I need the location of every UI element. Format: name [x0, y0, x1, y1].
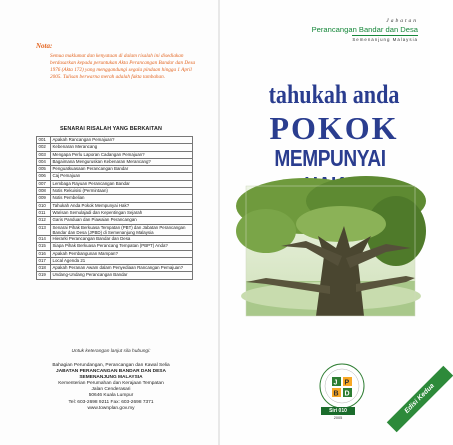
table-row: [37, 265, 193, 272]
row-number: 012: [37, 217, 51, 224]
table-row: [37, 180, 193, 187]
row-title: Siapa Pihak Berkuasa Perancang Tempatan (PBPT) Anda?: [51, 243, 193, 250]
table-row: [37, 144, 193, 151]
emblem-letter-2: P: [344, 379, 350, 387]
row-title: Mengapa Perlu Laporan Cadangan Pemajuan?: [51, 151, 193, 158]
row-title: Bagaimana Menguruskan Kebenaran Merancang?: [51, 158, 193, 165]
table-row: [37, 202, 193, 209]
emblem-letter-3: B: [333, 390, 339, 398]
brand-line-jabatan: Jabatan: [386, 18, 418, 24]
row-title: Apakah Pembangunan Mampan?: [51, 250, 193, 257]
row-title: Undang-Undang Perancangan Bandar: [51, 272, 193, 279]
brand-line-name: Perancangan Bandar dan Desa: [311, 25, 418, 34]
tree-photo: [246, 186, 415, 316]
row-number: 001: [37, 137, 51, 144]
row-title: Garis Panduan dan Piawaian Perancangan: [51, 217, 193, 224]
row-number: 018: [37, 265, 51, 272]
row-number: 019: [37, 272, 51, 279]
table-row: [37, 151, 193, 158]
row-title: Notis Pembelian: [51, 195, 193, 202]
table-row: [37, 188, 193, 195]
row-number: 010: [37, 202, 51, 209]
tree-illustration: [246, 186, 415, 316]
row-number: 015: [37, 243, 51, 250]
row-number: 013: [37, 224, 51, 235]
row-title: Hierarki Perancangan Bandar dan Desa: [51, 235, 193, 242]
related-list-table: [36, 136, 193, 280]
related-list-title: SENARAI RISALAH YANG BERKAITAN: [59, 126, 163, 132]
table-row: [37, 217, 193, 224]
headline-line-1: tahukah anda: [268, 80, 400, 109]
contact-department: JABATAN PERANCANGAN BANDAR DAN DESA: [56, 369, 166, 375]
row-number: 006: [37, 173, 51, 180]
emblem-letter-1: J: [333, 379, 338, 387]
row-number: 016: [37, 250, 51, 257]
table-row: [37, 235, 193, 242]
contact-ministry: Kementerian Perumahan dan Kerajaan Tempatan: [58, 381, 164, 387]
row-number: 004: [37, 158, 51, 165]
table-row: [37, 243, 193, 250]
row-title: Senarai Pihak Berkuasa Tempatan (PBT) dan Jabatan Perancangan Bandar dan Desa (JPBD) di Semenanjung Malaysia: [51, 224, 193, 235]
row-number: 014: [37, 235, 51, 242]
edition-ribbon: Edisi Kedua: [387, 366, 453, 432]
table-row: [37, 195, 193, 202]
row-number: 017: [37, 257, 51, 264]
row-title: Lembaga Rayuan Perancangan Bandar: [51, 180, 193, 187]
headline-line-3: MEMPUNYAI: [274, 145, 386, 171]
contact-region: SEMENANJUNG MALAYSIA: [79, 375, 143, 381]
table-row: [37, 166, 193, 173]
table-row: [37, 158, 193, 165]
note-text: Semua maklumat dan kenyataan di dalam risalah ini disediakan berdasarkan kepada peruntukan Akta Perancangan Bandar dan Desa 1976 (Akta 172) yang menggandungi segala pindaan hingga 1 April 2005. Tulisan berwarna merah adalah fakta tambahan.: [50, 53, 196, 80]
row-number: 007: [37, 180, 51, 187]
emblem-letter-4: D: [344, 390, 350, 398]
brand-line-region: Semenanjung Malaysia: [352, 37, 418, 42]
row-title: Apakah Rancangan Pemajuan?: [51, 137, 193, 144]
contact-website: www.townplan.gov.my: [87, 405, 135, 411]
contact-street: Jalan Cenderasari: [91, 387, 131, 393]
row-title: Tahukah Anda Pokok Mempunyai Hak?: [51, 202, 193, 209]
row-number: 011: [37, 209, 51, 216]
series-year: 2005: [333, 416, 343, 420]
row-number: 008: [37, 188, 51, 195]
row-number: 003: [37, 151, 51, 158]
table-row: [37, 224, 193, 235]
row-number: 009: [37, 195, 51, 202]
row-title: Warisan Semulajadi dan Kepentingan Sejarah: [51, 209, 193, 216]
department-brand: [312, 18, 418, 42]
row-number: 002: [37, 144, 51, 151]
note-label: Nota:: [36, 42, 53, 50]
table-row: [37, 209, 193, 216]
contact-city: 50646 Kuala Lumpur: [88, 393, 134, 399]
contact-division: Bahagian Perundangan, Perancangan dan Kawal Selia: [52, 363, 170, 368]
headline-line-2: POKOK: [269, 110, 399, 146]
contact-phone-fax: Tel: 603-2698 9211 Fax: 603-2698 7371: [68, 399, 154, 405]
table-row: [37, 272, 193, 279]
row-title: Local Agenda 21: [51, 257, 193, 264]
back-panel: [0, 0, 218, 445]
contact-hint: Untuk keterangan lanjut sila hubungi:: [71, 349, 151, 354]
row-number: 005: [37, 166, 51, 173]
table-row: [37, 257, 193, 264]
series-badge: Siri 010: [321, 407, 355, 415]
brand-divider: [352, 35, 418, 36]
table-row: [37, 173, 193, 180]
table-row: [37, 137, 193, 144]
row-title: Notis Rekuisisi (Permintaan): [51, 188, 193, 195]
row-title: Penguatkuasaan Perancangan Bandar: [51, 166, 193, 173]
row-title: Kebenaran Merancang: [51, 144, 193, 151]
row-title: Caj Pemajuan: [51, 173, 193, 180]
row-title: Apakah Peranan Awam dalam Penyediaan Rancangan Pemajuan?: [51, 265, 193, 272]
table-row: [37, 250, 193, 257]
contact-block: [36, 363, 186, 412]
